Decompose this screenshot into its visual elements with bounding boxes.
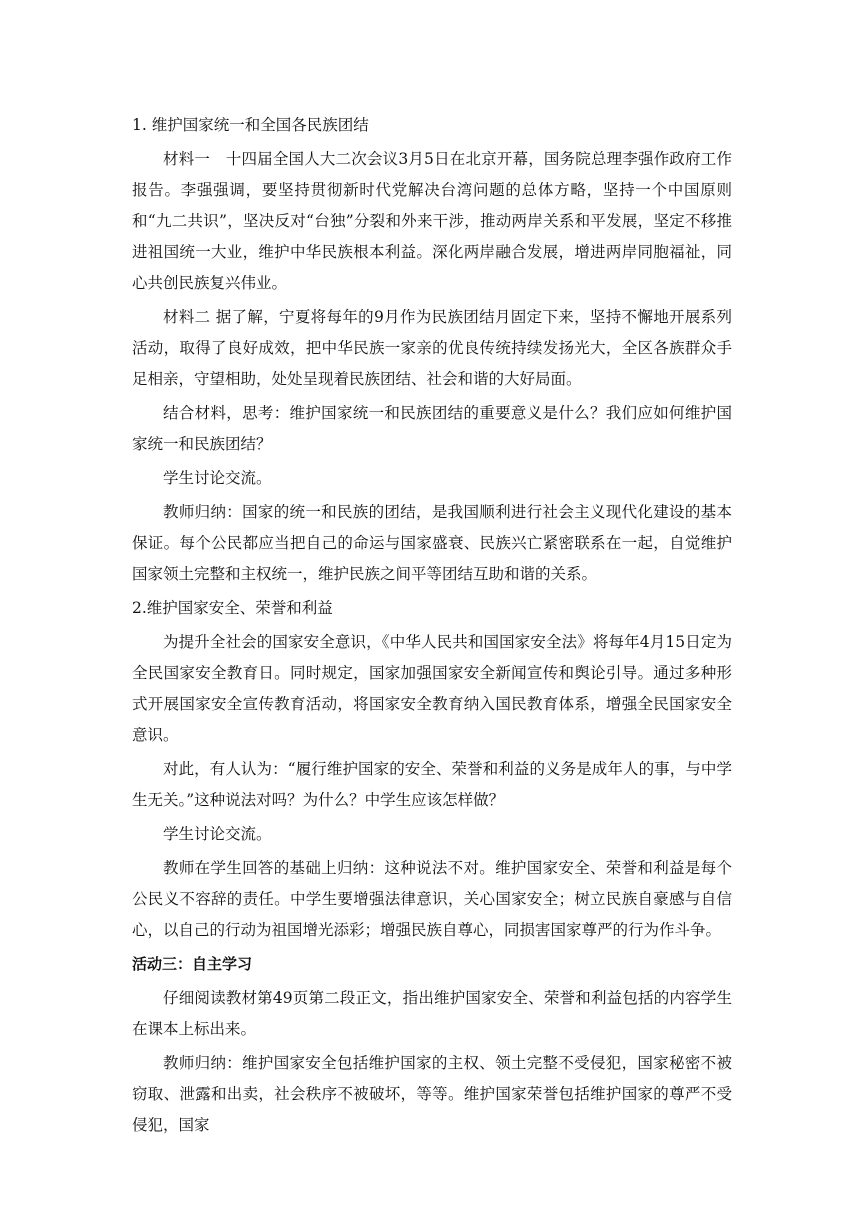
paragraph-question-1: 结合材料，思考：维护国家统一和民族团结的重要意义是什么？我们应如何维护国家统一和民族团结？ — [132, 404, 732, 453]
paragraph-material-2: 材料二 据了解，宁夏将每年的9月作为民族团结月固定下来，坚持不懈地开展系列活动，取得了良好成效，把中华民族一家亲的优良传统持续发扬光大，全区各族群众手足相亲，守望相助，处处呈现着民族团结、社会和谐的大好局面。 — [132, 308, 732, 388]
section-heading-3: 活动三：自主学习 — [132, 955, 253, 973]
paragraph-discussion-1: 学生讨论交流。 — [163, 469, 272, 487]
paragraph-summary-2: 教师在学生回答的基础上归纳：这种说法不对。维护国家安全、荣誉和利益是每个公民义不容辞的责任。中学生要增强法律意识，关心国家安全；树立民族自豪感与自信心，以自己的行动为祖国增光添彩；增强民族自尊心，同损害国家尊严的行为作斗争。 — [132, 859, 732, 939]
paragraph-security-law: 为提升全社会的国家安全意识，《中华人民共和国国家安全法》将每年4月15日定为全民国家安全教育日。同时规定，国家加强国家安全新闻宣传和舆论引导。通过多种形式开展国家安全宣传教育活动，将国家安全教育纳入国民教育体系，增强全民国家安全意识。 — [132, 633, 732, 744]
paragraph-self-study: 仔细阅读教材第49页第二段正文，指出维护国家安全、荣誉和利益包括的内容学生在课本上标出来。 — [132, 989, 732, 1038]
paragraph-summary-3: 教师归纳：维护国家安全包括维护国家的主权、领土完整不受侵犯，国家秘密不被窃取、泄露和出卖，社会秩序不被破坏，等等。维护国家荣誉包括维护国家的尊严不受侵犯，国家 — [132, 1054, 732, 1134]
paragraph-discussion-2: 学生讨论交流。 — [163, 825, 272, 843]
paragraph-summary-1: 教师归纳：国家的统一和民族的团结，是我国顺利进行社会主义现代化建设的基本保证。每个公民都应当把自己的命运与国家盛衰、民族兴亡紧密联系在一起，自觉维护国家领土完整和主权统一，维护民族之间平等团结互助和谐的关系。 — [132, 503, 732, 583]
paragraph-material-1: 材料一 十四届全国人大二次会议3月5日在北京开幕，国务院总理李强作政府工作报告。李强强调，要坚持贯彻新时代党解决台湾问题的总体方略，坚持一个中国原则和“九二共识”，坚决反对“台独”分裂和外来干涉，推动两岸关系和平发展，坚定不移推进祖国统一大业，维护中华民族根本利益。深化两岸融合发展，增进两岸同胞福祉，同心共创民族复兴伟业。 — [132, 150, 732, 292]
document-body — [132, 110, 732, 1144]
paragraph-question-2: 对此，有人认为：“履行维护国家的安全、荣誉和利益的义务是成年人的事，与中学生无关。”这种说法对吗？为什么？中学生应该怎样做？ — [132, 760, 732, 809]
section-heading-1: 1. 维护国家统一和全国各民族团结 — [132, 116, 369, 134]
section-heading-2: 2.维护国家安全、荣誉和利益 — [132, 599, 333, 617]
